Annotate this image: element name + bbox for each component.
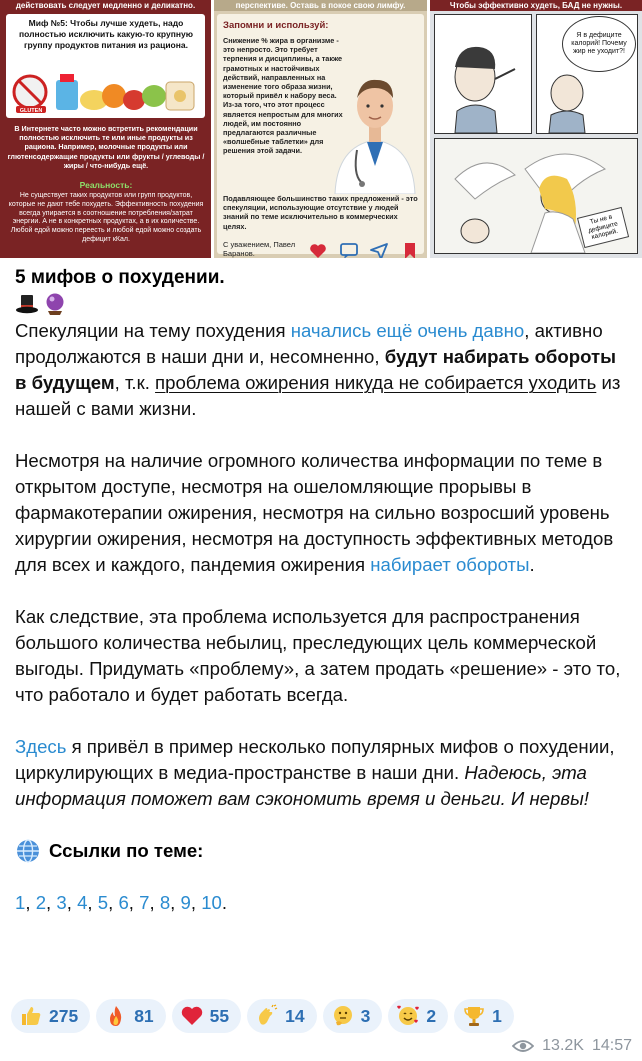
image-action-icons: [308, 240, 420, 258]
link-separator: ,: [66, 892, 78, 913]
text-span: из нашей с вами жизни.: [15, 372, 621, 419]
link-separator: ,: [170, 892, 181, 913]
myth-card: [6, 14, 205, 118]
text-span: , активно продолжаются в наши дни и, несомненно,: [15, 320, 603, 367]
reaction-count: 275: [49, 1005, 79, 1026]
collage-image-3[interactable]: [430, 0, 642, 258]
numbered-link-10[interactable]: 10: [201, 892, 222, 913]
text-span: Несмотря на наличие огромного количества информации по теме в открытом доступе, несмотря на ошеломляющие прорывы в фармакотерапии ожирения, несмотря на сильно возросший уровень хирургии ожирения, несмотря на доступность эффективных методов для всех и каждого, пандемия ожирения: [15, 450, 614, 575]
post-meta: [512, 1035, 632, 1057]
globe-icon: [15, 838, 41, 864]
link-separator: ,: [87, 892, 98, 913]
reality-title: Реальность:: [79, 180, 133, 190]
link-separator: .: [221, 892, 228, 913]
numbered-link-7[interactable]: 7: [139, 892, 150, 913]
reaction-count: 55: [209, 1005, 230, 1026]
fire-icon: [104, 1004, 128, 1028]
link-separator: ,: [128, 892, 140, 913]
paragraph-1: [15, 318, 631, 422]
comic-figure: [435, 15, 531, 133]
reaction-smiling-face-with-hearts[interactable]: [388, 999, 448, 1033]
text-span: , т.к.: [114, 372, 156, 393]
top-hat-icon: [15, 292, 39, 316]
red-heart-icon: [180, 1004, 204, 1028]
links-heading: [15, 838, 631, 864]
link-separator: ,: [108, 892, 119, 913]
text-span: Спекуляции на тему похудения: [15, 320, 291, 341]
comic-panel-1: [434, 14, 532, 134]
reaction-trophy[interactable]: [454, 999, 514, 1033]
link-speculation-history[interactable]: начались ещё очень давно: [290, 320, 525, 341]
numbered-link-6[interactable]: 6: [118, 892, 129, 913]
myth-title: Миф №5: Чтобы лучше худеть, надо полностью исключить какую-то крупную группу продуктов питания из рациона.: [19, 18, 193, 50]
media-collage[interactable]: [0, 0, 642, 258]
post-title: 5 мифов о похудении.: [15, 267, 225, 288]
thumbs-up-icon: [19, 1004, 43, 1028]
comment-icon: [339, 241, 359, 258]
link-here[interactable]: Здесь: [15, 736, 67, 757]
reality-text: Не существует таких продуктов или групп продуктов, которые не дают тебе похудеть. Эффективность похудения всегда упирается в соотношение потребления/затрат энергии. А не в конкретных продуктах, а в их количестве. Любой едой можно переесть и любой едой можно создать дефицит кКал.: [8, 192, 204, 243]
reaction-count: 14: [285, 1005, 305, 1026]
numbered-link-8[interactable]: 8: [159, 892, 171, 913]
paragraph-4: [15, 734, 631, 812]
reaction-count: 81: [134, 1005, 154, 1026]
reaction-thinking-face[interactable]: [323, 999, 383, 1033]
paragraph-3: Как следствие, эта проблема используется для распространения большого количества небылиц, преследующих цель коммерческой выгоды. Придумать «проблему», а затем продать «решение» - это то, что работало и будет работать всегда.: [15, 606, 621, 705]
link-separator: ,: [46, 892, 57, 913]
numbered-link-9[interactable]: 9: [180, 892, 191, 913]
numbered-link-5[interactable]: 5: [97, 892, 109, 913]
image-top-strip: перспективе. Оставь в покое свою лимфу.: [214, 0, 427, 11]
smiling-face-with-hearts-icon: [396, 1004, 420, 1028]
share-icon: [369, 241, 389, 258]
post-body: [15, 266, 631, 916]
memo-text: Снижение % жира в организме - это непросто. Это требует терпения и дисциплины, а также грамотных и настойчивых действий, направленных на изменение того образа жизни, который привёл к набору веса. Из-за того, что этот процесс является непростым для многих людей, им постоянно предлагаются различные «волшебные таблетки» для решения этой задачи.: [223, 36, 343, 156]
bold-text: будут набирать обороты в будущем: [15, 346, 617, 393]
collage-image-2[interactable]: [214, 0, 427, 258]
reaction-thumbs-up[interactable]: [11, 999, 90, 1033]
eye-icon: [512, 1039, 534, 1053]
emoji-row: [15, 290, 631, 318]
italic-text: Надеюсь, эта информация поможет вам сэкономить время и деньги. И нервы!: [15, 762, 589, 809]
reaction-count: 3: [360, 1005, 371, 1026]
link-separator: ,: [25, 892, 36, 913]
image-top-strip: Чтобы эффективно худеть, БАД не нужны.: [430, 0, 642, 11]
doctor-illustration: [327, 54, 423, 194]
memo-signature: С уважением, Павел Баранов.: [223, 240, 296, 258]
reaction-count: 1: [492, 1005, 502, 1026]
view-count: 13.2K: [542, 1037, 584, 1054]
reactions-bar: [11, 999, 631, 1035]
bookmark-icon: [400, 241, 420, 258]
myth-body: В Интернете часто можно встретить рекомендации полностью исключить те или иные продукты из рациона. Например, молочные продукты или глютенсодержащие продукты или фрукты / углеводы / жиры / что-нибудь ещё.: [7, 124, 205, 170]
links-heading-text: Ссылки по теме:: [49, 840, 204, 861]
food-illustration: [12, 66, 200, 114]
crystal-ball-icon: [43, 292, 67, 316]
link-obesity-problem[interactable]: проблема ожирения никуда не собирается уходить: [155, 372, 597, 393]
memo-title: Запомни и используй:: [223, 20, 329, 31]
reaction-count: 2: [426, 1005, 437, 1026]
paragraph-2: [15, 448, 631, 578]
reaction-clapping-hands[interactable]: [247, 999, 316, 1033]
collage-image-1[interactable]: [0, 0, 211, 258]
numbered-link-1[interactable]: 1: [15, 892, 26, 913]
text-span: .: [529, 554, 535, 575]
numbered-links: [15, 890, 631, 916]
numbered-link-2[interactable]: 2: [35, 892, 47, 913]
reaction-fire[interactable]: [96, 999, 165, 1033]
comic-note: Ты не в дефиците калорий.: [577, 207, 629, 248]
thinking-face-icon: [331, 1004, 355, 1028]
memo-card: [217, 14, 424, 258]
speech-bubble: Я в дефиците калорий! Почему жир не уходит?!: [562, 16, 636, 72]
numbered-link-3[interactable]: 3: [56, 892, 67, 913]
numbered-link-4[interactable]: 4: [77, 892, 88, 913]
clapping-hands-icon: [255, 1004, 279, 1028]
heart-icon: [308, 241, 328, 258]
link-separator: ,: [190, 892, 202, 913]
image-top-strip: действовать следует медленно и деликатно.: [0, 0, 211, 11]
gluten-label: GLUTEN: [19, 108, 43, 114]
post-time: 14:57: [591, 1037, 632, 1054]
link-pandemic[interactable]: набирает обороты: [370, 554, 530, 575]
text-span: я привёл в пример несколько популярных мифов о похудении, циркулирующих в медиа-пространстве в наши дни.: [15, 736, 615, 783]
trophy-icon: [462, 1004, 486, 1028]
reaction-red-heart[interactable]: [172, 999, 241, 1033]
link-separator: ,: [149, 892, 160, 913]
memo-text-bottom: Подавляющее большинство таких предложений - это спекуляции, использующие отсутствие у людей знаний по теме исключительно в коммерческих целях.: [223, 194, 418, 231]
